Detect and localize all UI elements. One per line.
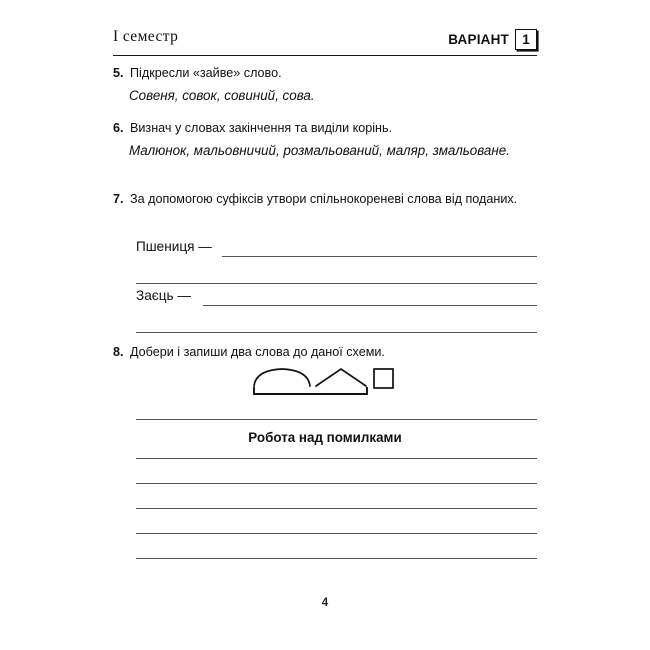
errors-blank-line-4[interactable] bbox=[136, 558, 537, 559]
task-6-heading bbox=[113, 120, 537, 137]
page-number: 4 bbox=[321, 597, 329, 609]
task-7-answer-line-2b[interactable] bbox=[136, 332, 537, 333]
variant-label: ВАРІАНТ bbox=[448, 32, 509, 47]
task-6-number: 6. bbox=[113, 121, 124, 135]
task-5 bbox=[113, 65, 537, 105]
task-5-heading bbox=[113, 65, 537, 82]
variant-group bbox=[448, 29, 537, 50]
errors-blank-line-2[interactable] bbox=[136, 508, 537, 509]
task-7-answer-line-2a[interactable] bbox=[203, 305, 537, 306]
errors-blank-line-3[interactable] bbox=[136, 533, 537, 534]
root-arc-icon bbox=[254, 369, 310, 386]
variant-number-box: 1 bbox=[515, 29, 537, 50]
task-7-number: 7. bbox=[113, 192, 124, 206]
task-6 bbox=[113, 120, 537, 160]
task-7-heading bbox=[113, 191, 537, 208]
errors-divider-bottom bbox=[136, 458, 537, 459]
header-divider bbox=[113, 55, 537, 56]
morpheme-scheme-diagram bbox=[248, 362, 398, 398]
task-8-heading bbox=[113, 344, 537, 361]
task-7-answer-line-1a[interactable] bbox=[222, 256, 537, 257]
errors-blank-line-1[interactable] bbox=[136, 483, 537, 484]
task-7-answer-line-1b[interactable] bbox=[136, 283, 537, 284]
task-6-instruction: Визнач у словах закінчення та виділи корінь. bbox=[130, 121, 393, 135]
errors-section-title: Робота над помилками bbox=[248, 430, 402, 445]
task-7-label-zaiets: Заєць — bbox=[136, 288, 191, 303]
morpheme-scheme-svg bbox=[248, 362, 398, 398]
task-6-word-list: Малюнок, мальовничий, розмальований, маляр, змальоване. bbox=[129, 142, 510, 158]
page-header bbox=[113, 28, 537, 54]
task-5-number: 5. bbox=[113, 66, 124, 80]
errors-divider-top bbox=[136, 419, 537, 420]
task-8-number: 8. bbox=[113, 345, 124, 359]
task-8 bbox=[113, 344, 537, 361]
semester-label: I семестр bbox=[113, 28, 179, 45]
ending-square-icon bbox=[374, 369, 393, 388]
task-7-instruction: За допомогою суфіксів утвори спільнокореневі слова від поданих. bbox=[130, 192, 518, 206]
task-8-instruction: Добери і запиши два слова до даної схеми. bbox=[130, 345, 385, 359]
stem-bracket-icon bbox=[254, 387, 367, 394]
task-7 bbox=[113, 191, 537, 208]
task-5-word-list: Совеня, совок, совиний, сова. bbox=[129, 87, 315, 103]
task-5-instruction: Підкресли «зайве» слово. bbox=[130, 66, 282, 80]
suffix-caret-icon bbox=[316, 369, 366, 386]
task-7-label-pshenytsia: Пшениця — bbox=[136, 239, 212, 254]
